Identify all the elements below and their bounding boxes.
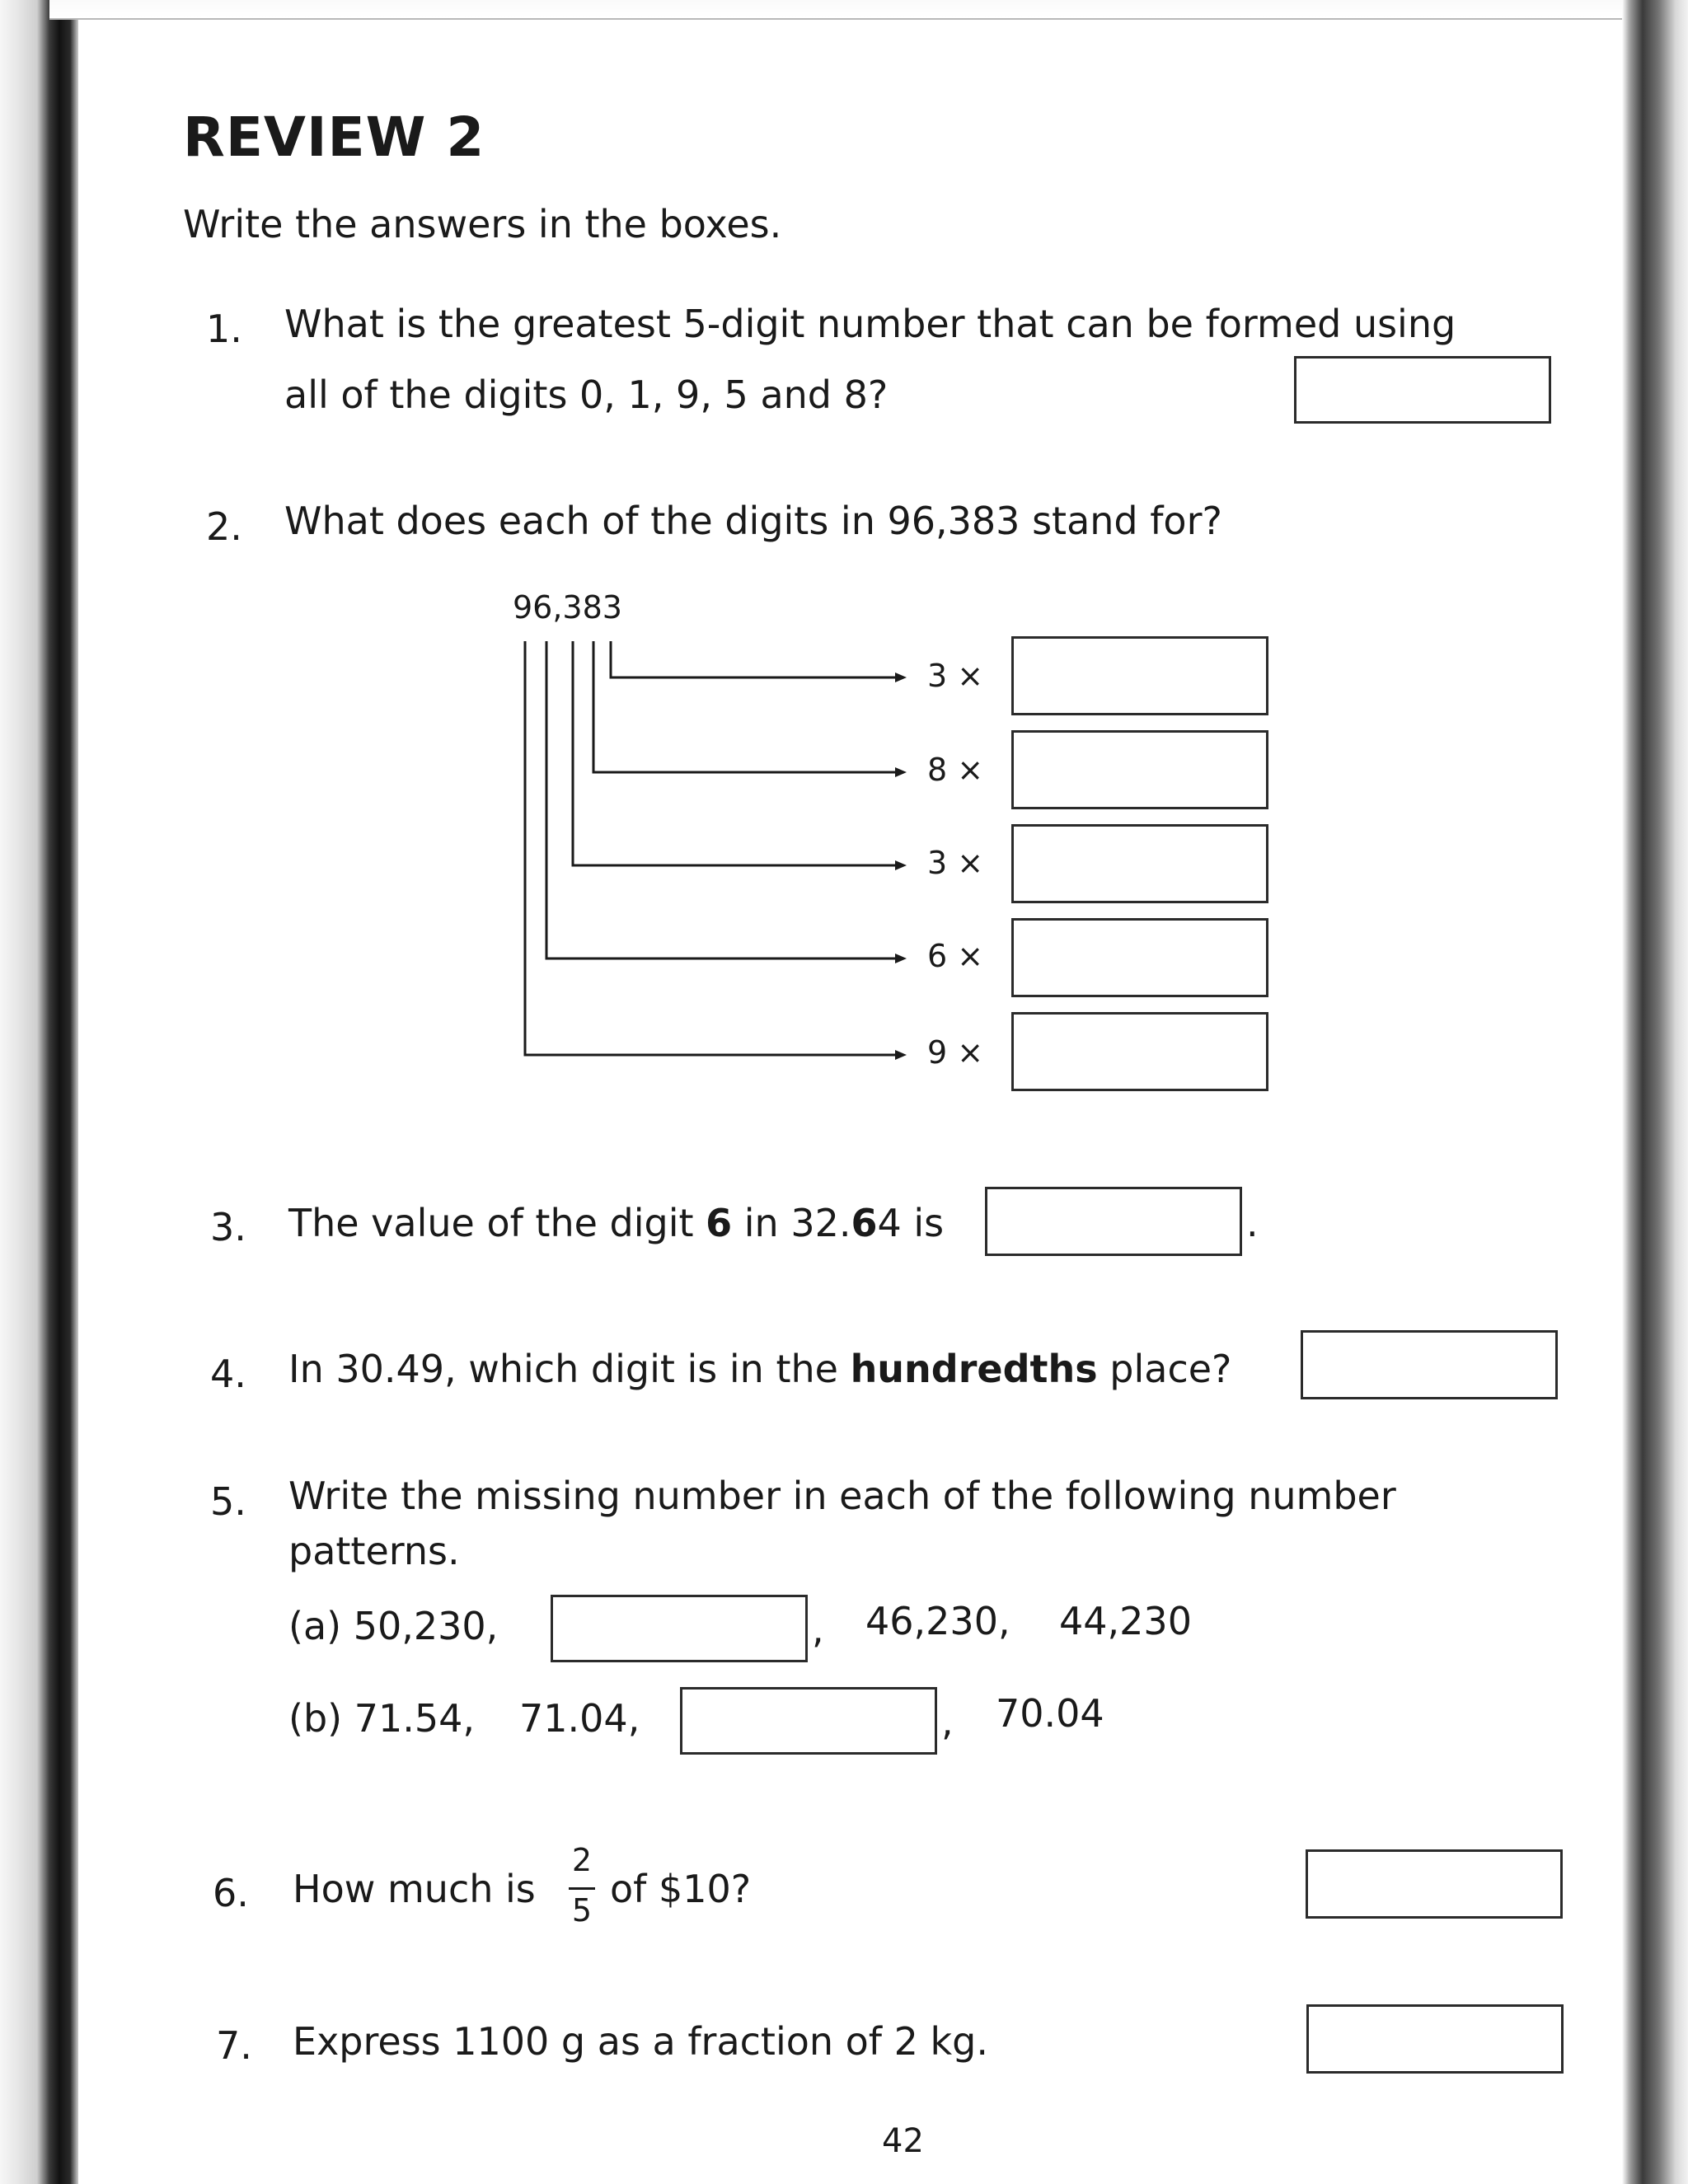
q2-answer-box-tens[interactable] bbox=[1011, 730, 1268, 809]
q5a-term3: 46,230, bbox=[865, 1599, 1010, 1643]
q2-arrow-5 bbox=[895, 1050, 907, 1060]
q3-answer-box[interactable] bbox=[985, 1187, 1242, 1256]
q5b-term4: 70.04 bbox=[996, 1691, 1104, 1736]
q7-answer-box[interactable] bbox=[1306, 2004, 1564, 2074]
q2-leader-ones bbox=[611, 641, 898, 677]
q2-number: 2. bbox=[206, 504, 242, 549]
q3-number: 3. bbox=[210, 1205, 246, 1249]
q7-number: 7. bbox=[216, 2023, 252, 2068]
q2-arrow-3 bbox=[895, 860, 907, 870]
q2-arrow-2 bbox=[895, 767, 907, 777]
q5a-answer-box[interactable] bbox=[551, 1595, 808, 1662]
q6-text-pre: How much is bbox=[293, 1867, 536, 1911]
q2-arrow-4 bbox=[895, 954, 907, 963]
q3-text-mid: in 32. bbox=[732, 1201, 851, 1245]
page-number: 42 bbox=[882, 2122, 924, 2160]
q4-text-pre: In 30.49, which digit is in the bbox=[288, 1347, 851, 1391]
q3-bold-digit-in-number: 6 bbox=[851, 1201, 878, 1245]
q6-fraction-numerator: 2 bbox=[571, 1842, 593, 1878]
q5b-answer-box[interactable] bbox=[680, 1687, 937, 1755]
q3-text-post: 4 is bbox=[877, 1201, 945, 1245]
q5-number: 5. bbox=[210, 1479, 246, 1524]
q5a-term4: 44,230 bbox=[1059, 1599, 1192, 1643]
q6-fraction-bar bbox=[569, 1887, 595, 1890]
q6-number: 6. bbox=[213, 1871, 249, 1915]
q2-leader-thousands bbox=[546, 641, 898, 958]
q2-text: What does each of the digits in 96,383 stand for? bbox=[284, 499, 1222, 543]
q5-text-line2: patterns. bbox=[288, 1529, 460, 1573]
q2-number-label: 96,383 bbox=[513, 589, 622, 626]
q3-text-pre: The value of the digit bbox=[288, 1201, 706, 1245]
q2-row5-label: 9 × bbox=[927, 1034, 984, 1071]
q2-answer-box-thousands[interactable] bbox=[1011, 918, 1268, 997]
q4-number: 4. bbox=[210, 1352, 246, 1396]
q6-fraction-denominator: 5 bbox=[571, 1892, 593, 1929]
q2-answer-box-ten-thousands[interactable] bbox=[1011, 1012, 1268, 1091]
q1-text-line2: all of the digits 0, 1, 9, 5 and 8? bbox=[284, 373, 889, 417]
q5a-comma: , bbox=[812, 1607, 824, 1652]
q2-row3-label: 3 × bbox=[927, 845, 984, 881]
q2-arrow-1 bbox=[895, 673, 907, 682]
q4-text-post: place? bbox=[1097, 1347, 1232, 1391]
q7-text: Express 1100 g as a fraction of 2 kg. bbox=[293, 2019, 988, 2064]
q2-answer-box-hundreds[interactable] bbox=[1011, 824, 1268, 903]
page-title: REVIEW 2 bbox=[183, 105, 485, 169]
q2-answer-box-ones[interactable] bbox=[1011, 636, 1268, 715]
q3-bold-digit: 6 bbox=[706, 1201, 733, 1245]
q5b-label: (b) 71.54, bbox=[288, 1696, 476, 1741]
q2-row1-label: 3 × bbox=[927, 658, 984, 694]
q4-text bbox=[288, 1347, 1231, 1391]
q2-row2-label: 8 × bbox=[927, 752, 984, 788]
instruction: Write the answers in the boxes. bbox=[183, 202, 782, 246]
q1-text-line1: What is the greatest 5-digit number that can be formed using bbox=[284, 302, 1456, 346]
q2-leader-ten-thousands bbox=[525, 641, 898, 1055]
q5b-comma: , bbox=[941, 1699, 954, 1744]
q5-text-line1: Write the missing number in each of the following number bbox=[288, 1474, 1396, 1518]
q4-bold-word: hundredths bbox=[850, 1347, 1098, 1391]
q3-text bbox=[288, 1201, 944, 1245]
q1-number: 1. bbox=[206, 307, 242, 351]
q4-answer-box[interactable] bbox=[1301, 1330, 1558, 1399]
q6-answer-box[interactable] bbox=[1306, 1849, 1563, 1919]
q2-leader-hundreds bbox=[573, 641, 898, 865]
q5a-label: (a) 50,230, bbox=[288, 1604, 499, 1648]
q5b-term2: 71.04, bbox=[519, 1696, 640, 1741]
q2-leader-tens bbox=[593, 641, 898, 772]
q2-row4-label: 6 × bbox=[927, 938, 984, 974]
q6-text-post: of $10? bbox=[610, 1867, 752, 1911]
q3-period: . bbox=[1246, 1201, 1259, 1245]
